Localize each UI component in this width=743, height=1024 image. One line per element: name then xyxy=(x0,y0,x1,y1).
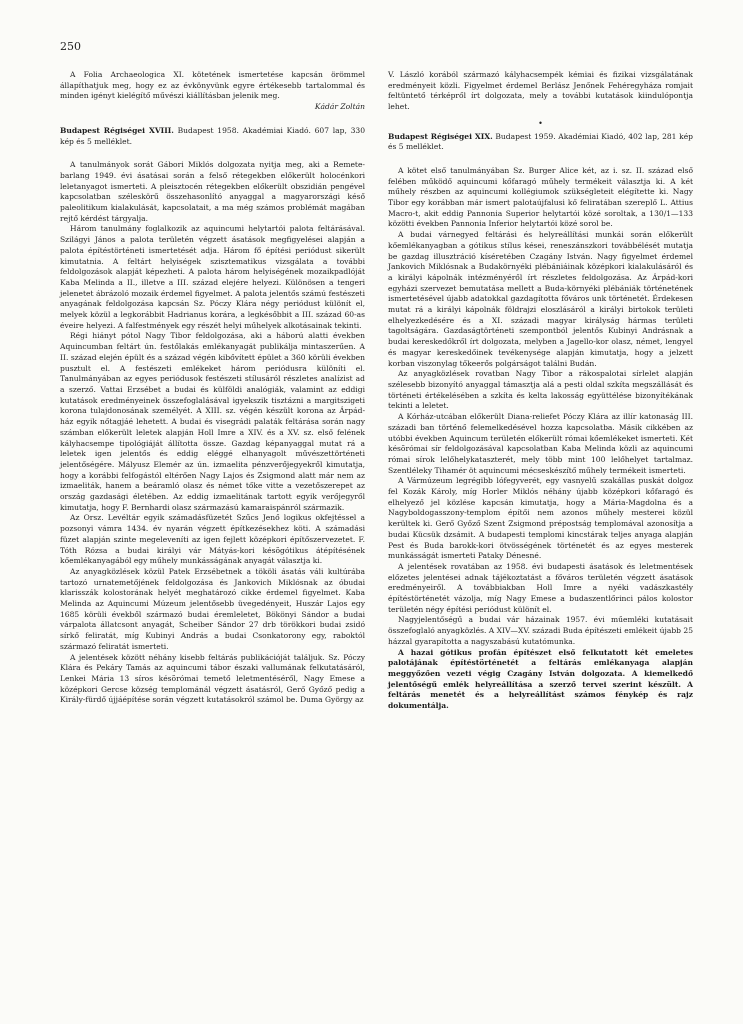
body-paragraph: Az Orsz. Levéltár egyik számadásfüzetét Szűcs Jenő logikus okfejtéssel a pozsonyi vámra 1434. év nyarán végzett építkezésekhez köti. A számadási füzet alapján szinte megeleveníti az igen fejlett középkori építőszervezetet. F. Tóth Rózsa a budai királyi vár Mátyás-kori késõgótikus átépítésének kőemlékanyagából egy műhely munkásságának anyagát választja ki. xyxy=(60,513,365,566)
body-paragraph: Régi hiányt pótol Nagy Tibor feldolgozása, aki a háború alatti években Aquincumban feltárt ún. festőlakás emlékanyagát publikálja mintaszerűen. A II. század elején épült és a század végén kibővített épület a 360 körüli években pusztult el. A festészeti emlékeket három periódusra különíti el. Tanulmányában az egyes periódusok festészeti stílusáról részletes analízist ad a szerző. Vattai Erzsébet a budai és külföldi analógiák, valamint az eddigi kutatások eredményeinek összefoglalásával igyekszik tisztázni a margitszigeti korona tulajdonosának személyét. A XIII. sz. végén készült korona az Árpád-ház egyik nőtagjáé lehetett. A budai és visegrádi palaták feltárása során nagy számban előkerült leletek alapján Holl Imre a XIV. és a XV. sz. első felének kályhacsempe tipológiáját állította össze. Gazdag képanyaggal mutat rá a leletek igen jelentős és eddig eléggé elhanyagolt művészettörténeti jelentőségére. Mályusz Elemér az ún. izmaelita pénzverőjegyekről kimutatja, hogy a korábbi felfogástól eltérően Nagy Lajos és Zsigmond alatt már nem az izmaeliták, hanem a beáramló olasz és német tőke vitte a vezetőszerepet az ország gazdasági életében. Az eddig izmaelitának tartott egyik verőjegyről kimutatja, hogy F. Bernhardi olasz származású kamaraispánról származik. xyxy=(60,331,365,512)
body-paragraph: A jelentések rovatában az 1958. évi budapesti ásatások és leletmentések előzetes jelentései adnak tájékoztatást a főváros területén végzett ásatások eredményeiről. A továbbiakban Holl Imre a nyéki vadászkastély építéstörténetét vázolja, míg Nagy Emese a budaszentlőrinci pálos kolostor területén négy építési periódust különít el. xyxy=(388,561,693,614)
intro-paragraph: A Folia Archaeologica XI. kötetének ismertetése kapcsán örömmel állapíthatjuk meg, hogy ez az évkönyvünk egyre értékesebb tartalommal és minden igényt kielégítő művészi kiállításban jelenik meg. xyxy=(60,70,365,101)
review-title: Budapest Régiségei XVIII. xyxy=(60,125,174,135)
review-publication-info: Budapest 1959. Akadémiai Kiadó, 402 lap, 281 kép és 5 melléklet. xyxy=(388,131,694,152)
review-title: Budapest Régiségei XIX. xyxy=(388,131,493,141)
final-paragraph: A hazai gótikus profán építészet első felkutatott két emeletes palotájának építéstörténetét a feltárás emlékanyaga alapján meggyőzően vezeti végig Czagány István dolgozata. A kiemelkedő jelentőségű emlék helyreállítása a szerző tervei szerint készült. A feltárás menetét és a helyreállítást számos fénykép és rajz dokumentálja. xyxy=(388,647,693,711)
body-paragraph: A kötet első tanulmányában Sz. Burger Alice két, az i. sz. II. század első felében működő aquincumi kőfaragó műhely termékeit választja ki. A két műhely részben az aquincumi kollégiumok szükségleteit elégítette ki. Nagy Tibor egy korábban már ismert palotaújfalusi kő feliratában szereplő L. Attius Macro-t, akit eddig Pannonia Superior helytartói közé soroltak, a 130/1—133 közötti években Pannonia Inferior helytartói közé sorol be. xyxy=(388,165,693,229)
body-paragraph: Három tanulmány foglalkozik az aquincumi helytartói palota feltárásával. Szilágyi János a palota területén végzett ásatások megfigyelései alapján a palota építéstörténeti ismertetését adja. Három fő építési periódust sikerült kimutatnia. A feltárt helyiségek szisztematikus vizsgálata a további feldolgozások alapját képezheti. A palota három helyiségének mozaikpadlóját Kaba Melinda a II., illetve a III. század elejére helyezi. Különösen a tengeri jelenetet ábrázoló mozaik érdemel figyelmet. A palota jelentős számú festészeti anyagának feldolgozása kapcsán Sz. Póczy Klára négy periódust különít el, melyek közül a legkorábbit Hadrianus korára, a legkésőbbit a III. század 60-as éveire helyezi. A falfestmények egy részét helyi műhelyek alkotásainak tekinti. xyxy=(60,224,365,330)
continuation-paragraph: V. László korából származó kályhacsempék kémiai és fizikai vizsgálatának eredményeit közli. Figyelmet érdemel Berlász Jenőnek Fehéregyháza romjait feltüntető térképről írt dolgozata, mely a további kutatások kiindulópontja lehet. xyxy=(388,70,693,112)
body-paragraph: A budai várnegyed feltárási és helyreállítási munkái során előkerült kőemlékanyagban a gótikus stílus kései, reneszánszkori továbbélését mutatja be gazdag illusztráció kíséretében Czagány István. Nagy figyelmet érdemel Jankovich Miklósnak a Budakörnyéki plébániáinak középkori kialakulásáról és a királyi kápolnák intézményéről írt részletes feldolgozása. Az Árpád-kori egyházi szervezet bemutatása mellett a Buda-környéki plébániák történetének ismertetésével újabb adatokkal gazdagította főváros unk történetét. Érdekesen mutat rá a királyi kápolnák földrajzi eloszlásáról a királyi birtokok területi elhelyezkedésére és a XI. századi magyar királyság hármas területi tagoltságára. Gazdaságtörténeti szempontból jelentős Kubinyi Andrásnak a budai kereskedőkről írt dolgozata, melyben a Jagello-kor olasz, német, lengyel és magyar kereskedőinek tevékenysége alapján kimutatja, hogy a jelzett korban viszonylag tőkeerős polgárságot találni Budán. xyxy=(388,230,693,368)
page-number: 250 xyxy=(60,40,81,53)
review-heading xyxy=(60,126,365,147)
body-paragraph: A jelentések között néhány kisebb feltárás publikációját találjuk. Sz. Póczy Klára és Pekáry Tamás az aquincumi tábor északi vallumának felkutatásáról, Lenkei Mária 13 síros késõrómai temető leletmentéséről, Nagy Emese a középkori Gercse község templománál végzett ásatásról, Gerő Győző pedig a Király-fürdő újjáépítése során végzett kutatásokról számol be. Duma György az xyxy=(60,652,365,705)
section-separator: • xyxy=(538,118,543,128)
body-paragraph: Nagyjelentőségű a budai vár házainak 1957. évi műemléki kutatásait összefoglaló anyagközlés. A XIV—XV. századi Buda építészeti emlékeit újabb 25 házzal gyarapította a nagyszabású kutatómunka. xyxy=(388,615,693,646)
body-paragraph: A Vármúzeum legrégibb lófegyverét, egy vasnyelű szakállas puskát dolgoz fel Kozák Károly, míg Horler Miklós néhány újabb középkori kőfaragó és elhelyező jel közlése kapcsán kimutatja, hogy a Mária-Magdolna és a Nagyboldogasszony-templom építői nem azonos műhely mesterei közül kerültek ki. Gerő Győző Szent Zsigmond prépostság templomával azonosítja a budai Kücsük dzsámit. A budapesti templomi kincstárak teljes anyaga alapján Pest és Buda barokk-kori ötvösségének történetét és az egyes mesterek munkásságát ismerteti Pataky Dénesné. xyxy=(388,476,693,561)
review-signature: Kádár Zoltán xyxy=(314,102,365,112)
left-column xyxy=(60,70,365,706)
body-paragraph: Az anyagközlések rovatban Nagy Tibor a rákospalotai sírlelet alapján szélesebb bizonyító anyaggal támasztja alá a pesti oldal szkíta megszállását és történeti értékelésében a szkíta és kelta lakosság együttélése bizonyítékának tekinti a leletet. xyxy=(388,369,693,411)
body-paragraph: A Kórház-utcában előkerült Diana-reliefet Póczy Klára az illír katonaság III. századi ban történő felemelkedésével hozza kapcsolatba. Másik cikkében az utóbbi években Aquincum területén előkerült római kőemlékeket ismerteti. Két késõrómai sír feldolgozásával kapcsolatban Kaba Melinda közli az aquincumi római sírok lelőhelykataszterét, mely több mint 100 lelőhelyet tartalmaz. Szentléleky Tihamér öt aquincumi mécseskészítő műhely termékeit ismerteti. xyxy=(388,412,693,475)
review-publication-info: Budapest 1958. Akadémiai Kiadó. 607 lap, 330 kép és 5 melléklet. xyxy=(60,125,365,146)
review-heading xyxy=(388,132,693,153)
body-paragraph: A tanulmányok sorát Gábori Miklós dolgozata nyitja meg, aki a Remete-barlang 1949. évi ásatásai során a felső rétegekben előkerült holocénkori leletanyagot ismerteti. A pleisztocén rétegekben előkerült obszidián pengével kapcsolatban széleskörű összehasonlító anyaggal a magyarországi késő paleolitikum kialakulását, kapcsolatait, a ma még számos problémát magában rejtő kérdést tárgyalja. xyxy=(60,160,365,223)
body-paragraph: Az anyagközlések közül Patek Erzsébetnek a tököli ásatás váli kultúrába tartozó urnatemetőjének feldolgozása és Jankovich Miklósnak az óbudai klarisszák kolostorának helyét meghatározó cikke érdemel figyelmet. Kaba Melinda az Aquincumi Múzeum jelentősebb üvegedényeit, Huszár Lajos egy 1685 körüli évekből származó budai éremleletet, Bökönyi Sándor a budai várpalota állatcsont anyagát, Scheiber Sándor 27 drb törökkori budai zsidó sírkő feliratát, míg Kubinyi András a budai Csonkatorony egy, raboktól származó feliratát ismerteti. xyxy=(60,566,365,651)
right-column xyxy=(388,70,693,712)
